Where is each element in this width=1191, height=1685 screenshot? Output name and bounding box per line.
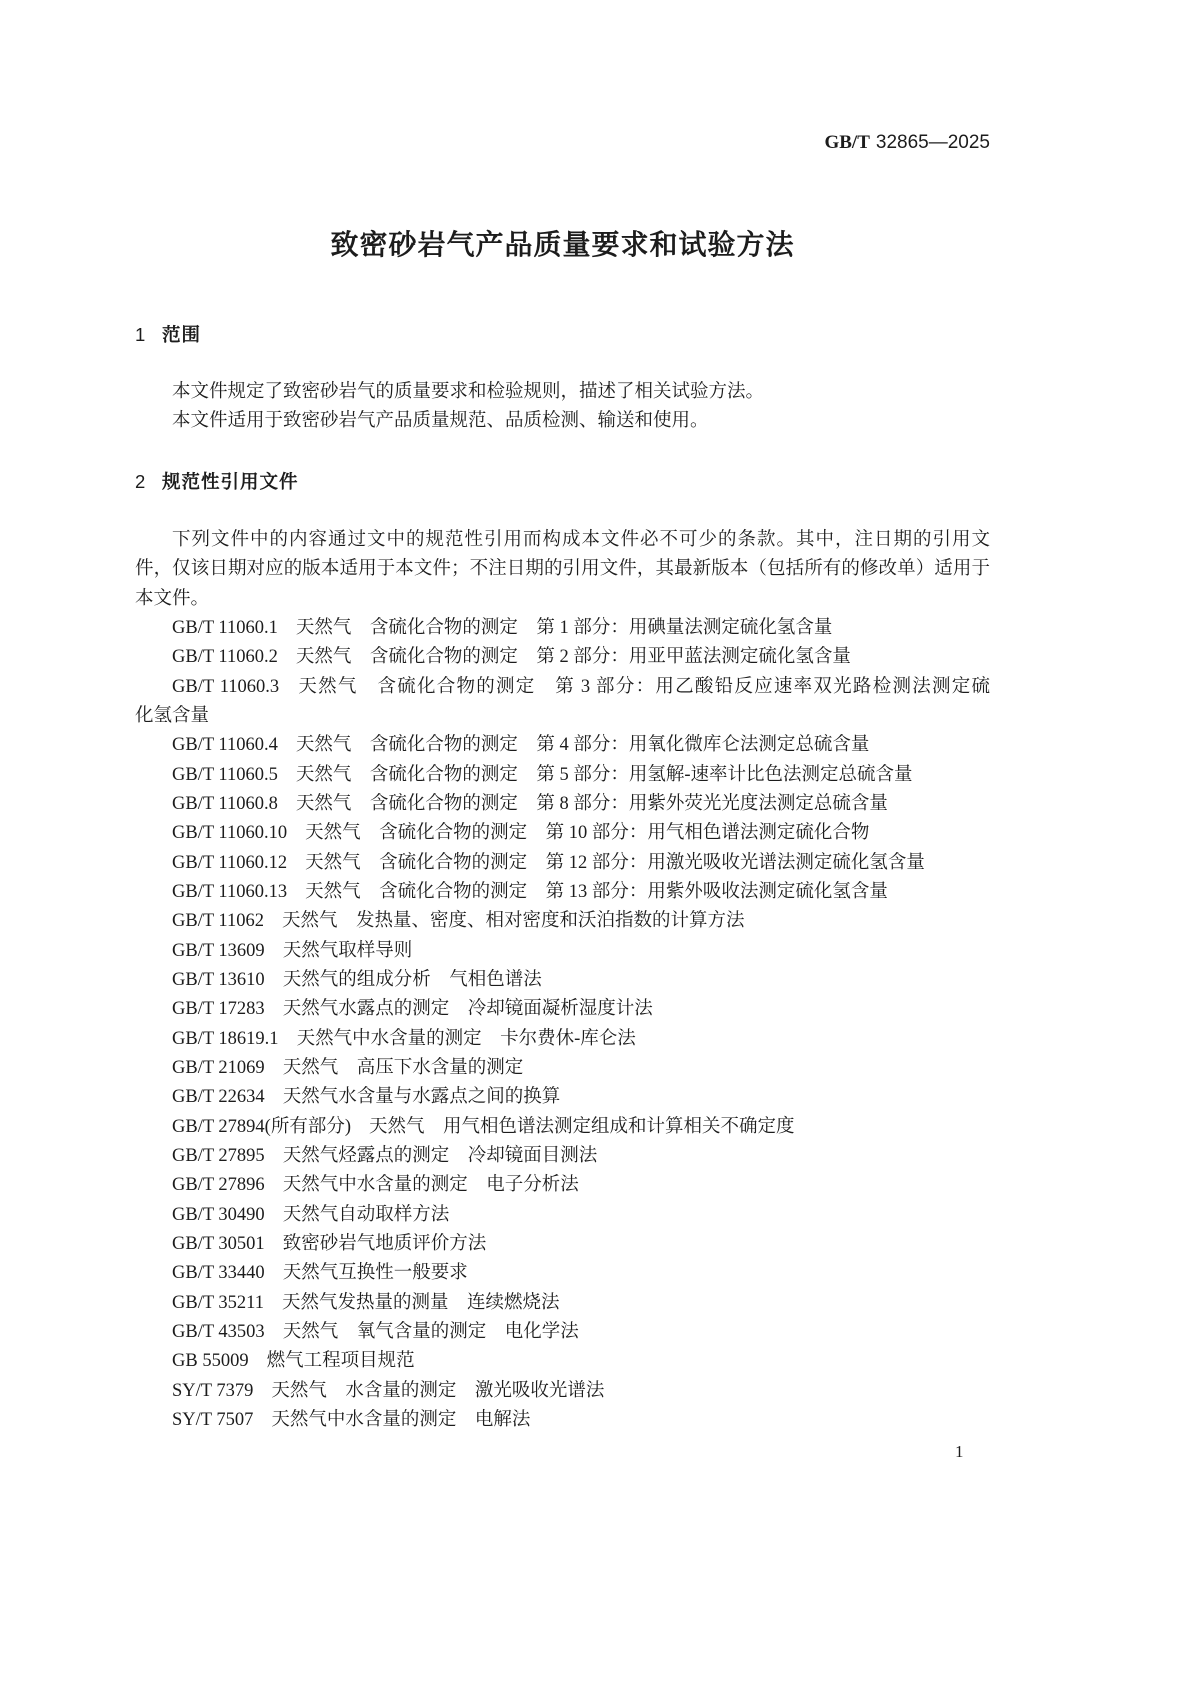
document-title: 致密砂岩气产品质量要求和试验方法 — [330, 229, 795, 260]
reference-title: 天然气中水含量的测定 卡尔费休-库仑法 — [296, 1028, 636, 1049]
reference-entry — [135, 966, 990, 995]
reference-code: GB/T 11060.8 — [172, 793, 278, 814]
reference-title: 天然气 含硫化合物的测定 第 13 部分：用紫外吸收法测定硫化氢含量 — [305, 881, 888, 902]
section-number: 1 — [135, 324, 146, 345]
reference-title: 天然气 含硫化合物的测定 第 1 部分：用碘量法测定硫化氢含量 — [295, 617, 833, 638]
reference-entry — [135, 878, 990, 907]
reference-code: GB/T 43503 — [172, 1321, 265, 1342]
reference-entry — [135, 1113, 990, 1142]
reference-code: GB/T 27896 — [172, 1175, 265, 1196]
reference-code: GB/T 27894(所有部分) — [172, 1116, 352, 1137]
reference-code: GB/T 11060.5 — [172, 764, 278, 785]
reference-title: 天然气 高压下水含量的测定 — [282, 1057, 524, 1078]
section-number: 2 — [135, 471, 146, 492]
reference-code: SY/T 7379 — [172, 1380, 254, 1401]
section-2-heading — [135, 467, 299, 496]
reference-title: 天然气 含硫化合物的测定 第 3 部分：用乙酸铅反应速率双光路检测法测定硫 — [297, 676, 990, 697]
reference-entry — [135, 907, 990, 936]
reference-title: 天然气 用气相色谱法测定组成和计算相关不确定度 — [369, 1116, 795, 1137]
reference-code: GB/T 33440 — [172, 1263, 265, 1284]
reference-title: 天然气烃露点的测定 冷却镜面目测法 — [282, 1145, 598, 1166]
section-heading-text: 范围 — [162, 324, 202, 345]
reference-title: 天然气自动取样方法 — [282, 1204, 450, 1225]
reference-entry — [135, 1318, 990, 1347]
reference-title: 天然气 水含量的测定 激光吸收光谱法 — [271, 1380, 605, 1401]
reference-code: GB/T 11060.12 — [172, 852, 288, 873]
reference-entry — [135, 1289, 990, 1318]
reference-entry — [135, 995, 990, 1024]
reference-title: 天然气 含硫化合物的测定 第 4 部分：用氧化微库仑法测定总硫含量 — [295, 735, 870, 756]
reference-code: GB/T 30501 — [172, 1233, 265, 1254]
section-heading-text: 规范性引用文件 — [162, 471, 299, 492]
reference-code: GB/T 18619.1 — [172, 1028, 279, 1049]
reference-entry — [135, 731, 990, 760]
reference-title: 天然气互换性一般要求 — [282, 1263, 468, 1284]
reference-entry — [135, 1025, 990, 1054]
reference-title: 天然气的组成分析 气相色谱法 — [282, 969, 542, 990]
reference-entry — [135, 849, 990, 878]
reference-entry — [135, 937, 990, 966]
section-1-body — [135, 378, 990, 437]
section-2-body — [135, 526, 990, 1435]
reference-title: 天然气 发热量、密度、相对密度和沃泊指数的计算方法 — [282, 911, 745, 932]
reference-entry — [135, 819, 990, 848]
reference-code: GB/T 17283 — [172, 999, 265, 1020]
paragraph-line: 本文件。 — [135, 588, 210, 609]
paragraph-line: 本文件适用于致密砂岩气产品质量规范、品质检测、输送和使用。 — [172, 411, 709, 432]
reference-entry — [135, 643, 990, 672]
reference-code: SY/T 7507 — [172, 1409, 254, 1430]
reference-entry — [135, 1406, 990, 1435]
reference-title: 天然气 含硫化合物的测定 第 2 部分：用亚甲蓝法测定硫化氢含量 — [295, 647, 851, 668]
reference-title: 天然气发热量的测量 连续燃烧法 — [282, 1292, 560, 1313]
reference-entry — [135, 1171, 990, 1200]
reference-entry — [135, 1377, 990, 1406]
reference-title: 天然气水露点的测定 冷却镜面凝析湿度计法 — [282, 999, 653, 1020]
reference-code: GB/T 27895 — [172, 1145, 265, 1166]
reference-code: GB 55009 — [172, 1351, 249, 1372]
reference-title: 天然气 含硫化合物的测定 第 5 部分：用氢解-速率计比色法测定总硫含量 — [295, 764, 913, 785]
reference-title: 天然气取样导则 — [282, 940, 413, 961]
standard-prefix: GB/T — [824, 132, 870, 153]
reference-entry — [135, 614, 990, 643]
reference-code: GB/T 11060.10 — [172, 823, 288, 844]
reference-code: GB/T 30490 — [172, 1204, 265, 1225]
reference-code: GB/T 22634 — [172, 1087, 265, 1108]
reference-entry — [135, 790, 990, 819]
reference-entry — [135, 1347, 990, 1376]
reference-code: GB/T 11060.13 — [172, 881, 288, 902]
reference-code: GB/T 11060.3 — [172, 676, 280, 697]
reference-entry — [135, 673, 990, 702]
reference-entry — [135, 761, 990, 790]
reference-title: 天然气中水含量的测定 电子分析法 — [282, 1175, 579, 1196]
reference-entry — [135, 1142, 990, 1171]
standard-number: 32865—2025 — [875, 132, 990, 153]
reference-entry — [135, 1259, 990, 1288]
paragraph-line: 件，仅该日期对应的版本适用于本文件；不注日期的引用文件，其最新版本（包括所有的修改单）适用于 — [135, 559, 990, 580]
reference-code: GB/T 13610 — [172, 969, 265, 990]
reference-title: 致密砂岩气地质评价方法 — [282, 1233, 487, 1254]
reference-entry — [135, 1230, 990, 1259]
reference-entry — [135, 1083, 990, 1112]
reference-title: 天然气 含硫化合物的测定 第 8 部分：用紫外荧光光度法测定总硫含量 — [295, 793, 888, 814]
paragraph-line: 下列文件中的内容通过文中的规范性引用而构成本文件必不可少的条款。其中，注日期的引用文 — [172, 530, 990, 550]
reference-code: GB/T 11060.2 — [172, 647, 278, 668]
section-1-heading — [135, 320, 201, 349]
reference-title: 天然气中水含量的测定 电解法 — [271, 1409, 531, 1430]
reference-code: GB/T 11060.1 — [172, 617, 278, 638]
reference-title: 天然气水含量与水露点之间的换算 — [282, 1087, 561, 1108]
reference-code: GB/T 35211 — [172, 1292, 264, 1313]
reference-title-continuation: 化氢含量 — [135, 705, 210, 726]
reference-entry — [135, 1054, 990, 1083]
reference-title: 天然气 含硫化合物的测定 第 10 部分：用气相色谱法测定硫化合物 — [305, 823, 870, 844]
reference-title: 天然气 氧气含量的测定 电化学法 — [282, 1321, 579, 1342]
reference-code: GB/T 11062 — [172, 911, 264, 932]
page-number: 1 — [955, 1442, 964, 1461]
reference-code: GB/T 13609 — [172, 940, 265, 961]
reference-title: 天然气 含硫化合物的测定 第 12 部分：用激光吸收光谱法测定硫化氢含量 — [305, 852, 925, 873]
reference-code: GB/T 11060.4 — [172, 735, 278, 756]
reference-code: GB/T 21069 — [172, 1057, 265, 1078]
reference-entry — [135, 1201, 990, 1230]
reference-title: 燃气工程项目规范 — [266, 1351, 415, 1372]
paragraph-line: 本文件规定了致密砂岩气的质量要求和检验规则，描述了相关试验方法。 — [172, 382, 765, 402]
standard-code-header — [824, 131, 990, 155]
